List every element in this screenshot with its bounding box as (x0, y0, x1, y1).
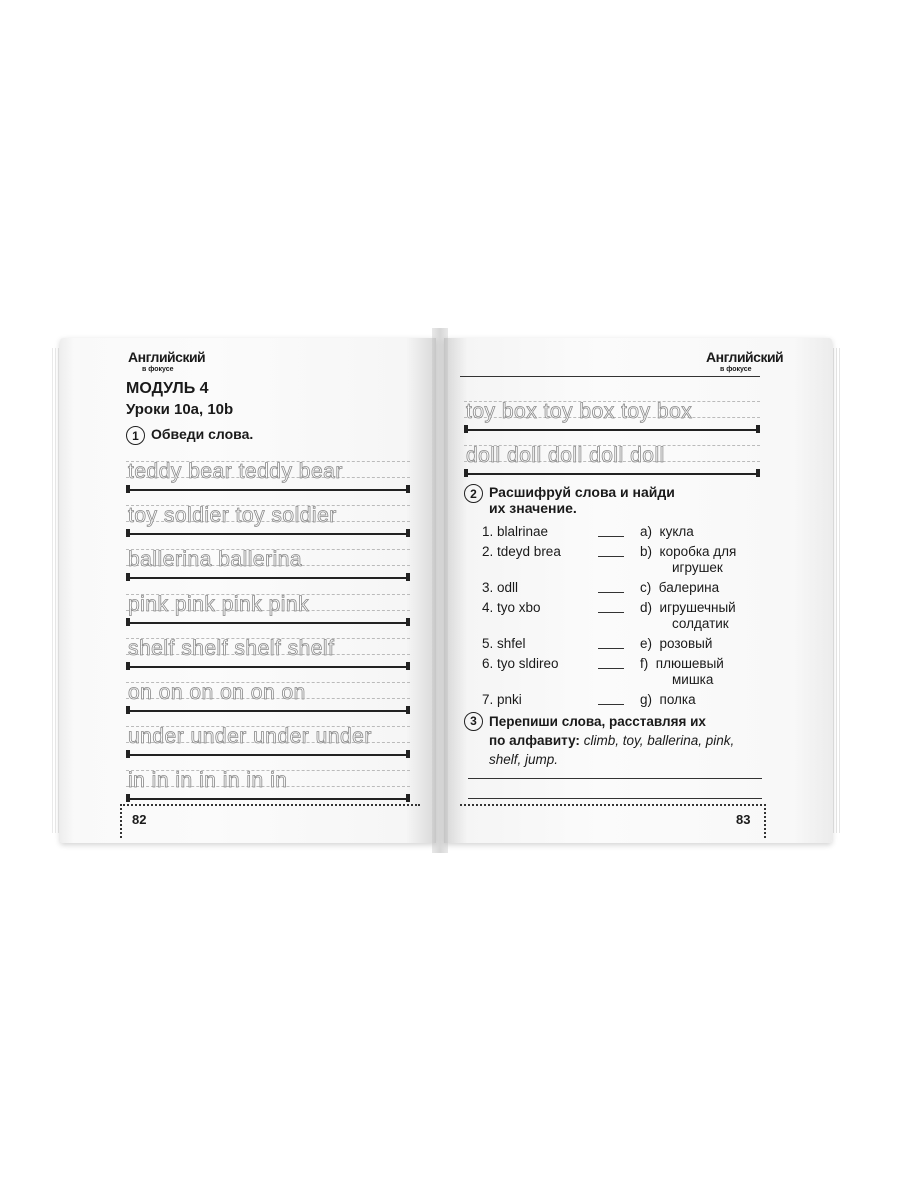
left-page (60, 338, 436, 843)
trace-line-teddy-bear (126, 459, 410, 499)
task-number-circle: 2 (464, 484, 483, 503)
trace-line-toy-soldier (126, 503, 410, 543)
trace-line-in (126, 768, 410, 808)
book-spine-shadow (432, 328, 448, 853)
task-3-text-line1: Перепиши слова, расставляя их (489, 714, 706, 729)
trace-word: shelf shelf shelf shelf (128, 637, 335, 660)
list-meaning: g) полка (640, 692, 696, 707)
list-item: 1. blalrinae (482, 524, 549, 539)
trace-line-pink (126, 592, 410, 632)
list-item: 2. tdeyd brea (482, 544, 561, 559)
module-title: МОДУЛЬ 4 (126, 380, 209, 397)
top-rule (460, 376, 760, 377)
page-number: 83 (736, 812, 751, 827)
task-number-circle: 1 (126, 426, 145, 445)
list-meaning: d) игрушечный (640, 600, 736, 615)
trace-word: under under under under (128, 725, 372, 748)
page-footer-corner (764, 804, 766, 838)
list-meaning: c) балерина (640, 580, 720, 595)
page-footer-corner (120, 804, 122, 838)
answer-line-1[interactable] (468, 778, 762, 779)
list-meaning-cont: солдатик (672, 616, 729, 631)
trace-line-shelf (126, 636, 410, 676)
lessons-title: Уроки 10a, 10b (126, 401, 234, 418)
trace-word: in in in in in in in (128, 769, 288, 792)
trace-line-doll (464, 443, 760, 483)
task-3-instruction (464, 712, 734, 769)
task-3-words-line2: climb, toy, ballerina, pink, (583, 733, 735, 748)
trace-word: teddy bear teddy bear (128, 460, 343, 483)
task-2-text-line1: Расшифруй слова и найди (489, 484, 675, 500)
book-logo: Английский в фокусе (128, 349, 206, 373)
list-meaning: b) коробка для (640, 544, 737, 559)
answer-blank[interactable] (598, 592, 624, 593)
answer-blank[interactable] (598, 556, 624, 557)
task-3-words-line3: shelf, jump. (489, 752, 559, 767)
trace-line-toy-box (464, 399, 760, 439)
list-item: 6. tyo sldireo (482, 656, 559, 671)
list-meaning: f) плюшевый (640, 656, 724, 671)
task-3-text-line2: по алфавиту: (489, 733, 580, 748)
answer-blank[interactable] (598, 668, 624, 669)
task-1-instruction (126, 426, 253, 445)
answer-blank[interactable] (598, 704, 624, 705)
page-footer-divider (120, 804, 420, 806)
list-item: 5. shfel (482, 636, 526, 651)
task-number-circle: 3 (464, 712, 483, 731)
trace-word: toy box toy box toy box (466, 400, 693, 423)
answer-blank[interactable] (598, 536, 624, 537)
trace-word: pink pink pink pink (128, 593, 310, 616)
list-meaning-cont: мишка (672, 672, 714, 687)
trace-word: doll doll doll doll doll (466, 444, 665, 467)
page-number: 82 (132, 812, 147, 827)
trace-line-under (126, 724, 410, 764)
trace-word: toy soldier toy soldier (128, 504, 337, 527)
trace-word: on on on on on on (128, 681, 306, 704)
list-meaning: a) кукла (640, 524, 694, 539)
list-item: 3. odll (482, 580, 519, 595)
open-workbook (60, 328, 840, 853)
answer-line-2[interactable] (468, 798, 762, 799)
list-item: 4. tyo xbo (482, 600, 541, 615)
page-footer-divider (460, 804, 766, 806)
list-meaning: e) розовый (640, 636, 713, 651)
list-meaning-cont: игрушек (672, 560, 723, 575)
task-2-instruction (464, 484, 675, 516)
right-page (444, 338, 832, 843)
trace-line-ballerina (126, 547, 410, 587)
list-item: 7. pnki (482, 692, 522, 707)
matching-list (482, 524, 782, 707)
answer-blank[interactable] (598, 648, 624, 649)
task-1-text: Обведи слова. (151, 426, 254, 442)
book-logo: Английский в фокусе (706, 349, 784, 373)
trace-word: ballerina ballerina (128, 548, 303, 571)
task-2-text-line2: их значение. (489, 500, 577, 516)
answer-blank[interactable] (598, 612, 624, 613)
trace-line-on (126, 680, 410, 720)
